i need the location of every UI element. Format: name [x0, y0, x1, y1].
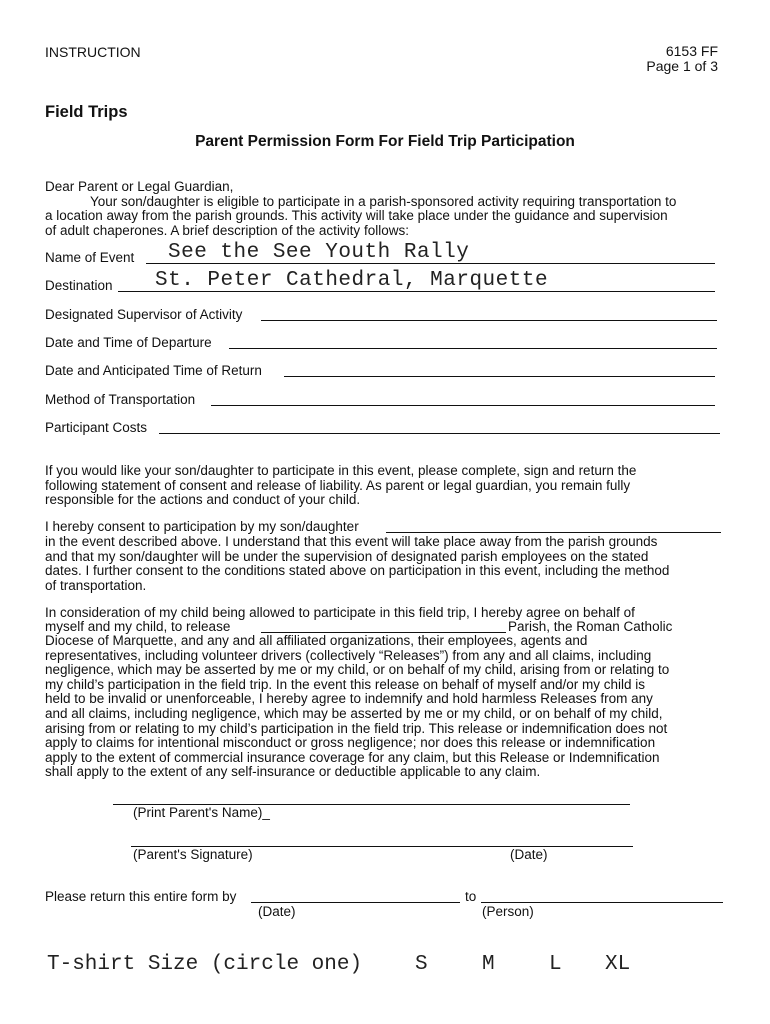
section-title: Field Trips — [45, 103, 128, 121]
intro-paragraph — [45, 180, 725, 238]
paragraph-line: representatives, including volunteer drivers (collectively “Releases”) from any and all claims, including — [45, 647, 652, 663]
paragraph-line: held to be invalid or unenforceable, I hereby agree to indemnify and hold harmless Releases from any — [45, 691, 653, 707]
release-line: Parish, the Roman Catholic — [508, 619, 673, 634]
page-number: Page 1 of 3 — [646, 58, 718, 74]
supervisor-label: Designated Supervisor of Activity — [45, 307, 243, 322]
release-line: myself and my child, to release — [45, 619, 231, 634]
consent-first-line: I hereby consent to participation by my son/daughter — [45, 519, 359, 534]
paragraph-line: If you would like your son/daughter to participate in this event, please complete, sign and return the — [45, 463, 637, 478]
tshirt-size-xl[interactable]: XL — [605, 953, 631, 976]
signature-caption: (Parent's Signature) — [133, 847, 253, 862]
return-by-label: Please return this entire form by — [45, 889, 237, 904]
tshirt-size-l[interactable]: L — [549, 953, 562, 976]
paragraph-line: shall apply to the extent of any self-insurance or deductible applicable to any claim. — [45, 764, 541, 780]
paragraph-line: in the event described above. I understand that this event will take place away from the parish grounds — [45, 534, 658, 549]
paragraph-line: apply to claims for intentional misconduct or gross negligence; nor does this release or indemnification — [45, 735, 656, 751]
destination-value[interactable]: St. Peter Cathedral, Marquette — [155, 269, 549, 292]
paragraph-line: following statement of consent and release of liability. As parent or legal guardian, you remain fully — [45, 477, 631, 493]
intro-line: a location away from the parish grounds. This activity will take place under the guidance and supervision — [45, 208, 668, 224]
costs-label: Participant Costs — [45, 420, 148, 435]
policy-code: 6153 FF — [665, 43, 718, 59]
costs-field-line[interactable] — [159, 433, 720, 434]
paragraph-line: responsible for the actions and conduct of your child. — [45, 492, 361, 508]
return-time-field-line[interactable] — [284, 376, 715, 377]
return-person-caption: (Person) — [482, 904, 534, 919]
paragraph-line: dates. I further consent to the conditions stated above on participation in this event, including the method — [45, 563, 670, 579]
salutation: Dear Parent or Legal Guardian, — [45, 179, 234, 194]
signature-date-caption: (Date) — [510, 847, 548, 862]
event-value[interactable]: See the See Youth Rally — [168, 241, 470, 264]
paragraph-line: my child’s participation in the field trip. In the event this release on behalf of myself and/or my child is — [45, 676, 646, 692]
return-person-field-line[interactable] — [481, 902, 723, 903]
form-title: Parent Permission Form For Field Trip Participation — [195, 133, 575, 150]
departure-label: Date and Time of Departure — [45, 335, 212, 350]
return-date-caption: (Date) — [258, 904, 296, 919]
intro-line: of adult chaperones. A brief description of the activity follows: — [45, 222, 409, 238]
paragraph-line: and all claims, including negligence, which may be asserted by me or my child, or on behalf of my child, — [45, 705, 663, 721]
return-time-label: Date and Anticipated Time of Return — [45, 363, 262, 378]
consent-intro-paragraph — [45, 464, 725, 508]
paragraph-line: apply to the extent of commercial insurance coverage for any claim, but this Release or Indemnification — [45, 749, 660, 765]
return-date-field-line[interactable] — [251, 902, 460, 903]
paragraph-line: negligence, which may be asserted by me or my child, or on behalf of my child, arising from or relating to — [45, 662, 670, 678]
departure-field-line[interactable] — [229, 348, 717, 349]
release-paragraph — [45, 634, 725, 780]
header-instruction: INSTRUCTION — [45, 44, 141, 60]
header-page-info — [646, 44, 718, 74]
consent-paragraph — [45, 535, 725, 593]
destination-label: Destination — [45, 278, 113, 293]
intro-line: Your son/daughter is eligible to participate in a parish-sponsored activity requiring transportation to — [90, 193, 677, 209]
supervisor-field-line[interactable] — [261, 320, 717, 321]
transport-label: Method of Transportation — [45, 392, 196, 407]
print-name-caption: (Print Parent's Name)_ — [133, 805, 270, 820]
event-label: Name of Event — [45, 250, 135, 265]
paragraph-line: of transportation. — [45, 577, 147, 593]
release-line: In consideration of my child being allowed to participate in this field trip, I hereby agree on behalf of — [45, 605, 635, 620]
paragraph-line: arising from or relating to my child’s participation in the field trip. This release or indemnification does not — [45, 720, 668, 736]
transport-field-line[interactable] — [211, 405, 715, 406]
paragraph-line: Diocese of Marquette, and any and all affiliated organizations, their employees, agents and — [45, 633, 588, 648]
tshirt-size-label: T-shirt Size (circle one) — [47, 953, 363, 976]
tshirt-size-m[interactable]: M — [482, 953, 495, 976]
child-name-field-line[interactable] — [386, 532, 721, 533]
return-to-label: to — [465, 889, 477, 904]
paragraph-line: and that my son/daughter will be under the supervision of designated parish employees on the stated — [45, 548, 649, 564]
tshirt-size-s[interactable]: S — [415, 953, 428, 976]
